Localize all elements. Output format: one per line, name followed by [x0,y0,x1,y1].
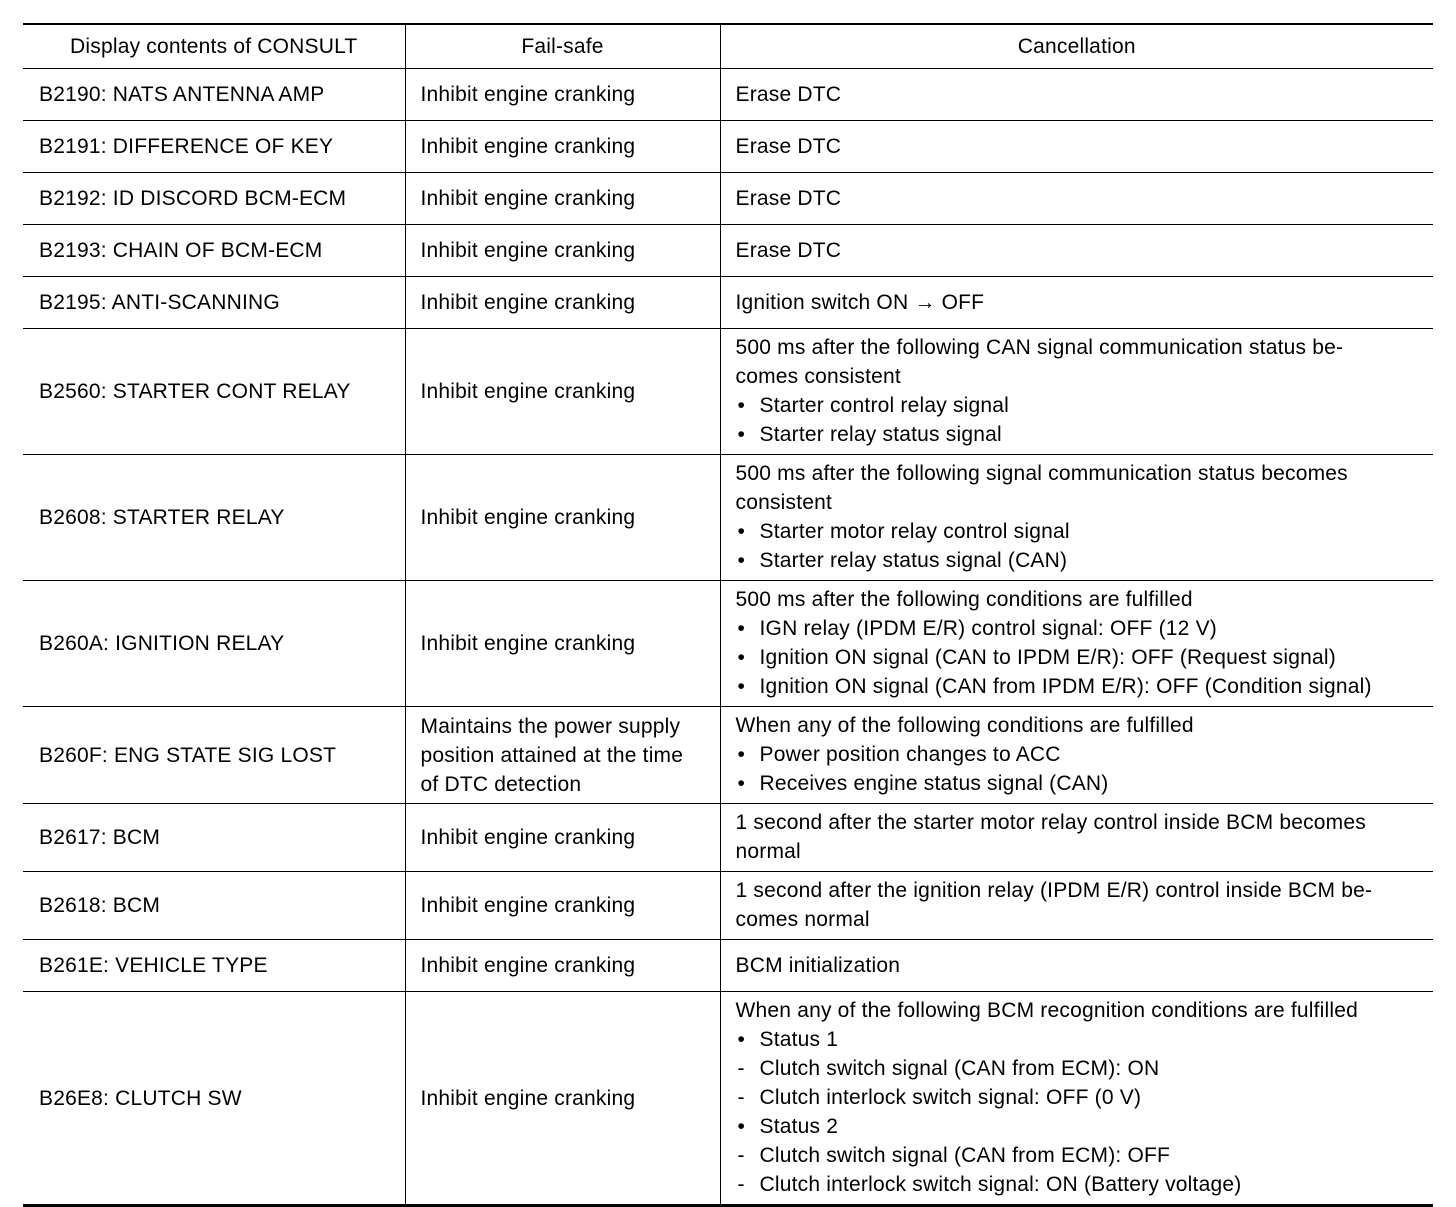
fail-safe-cell [405,940,720,992]
list-marker: • [737,772,746,795]
table-row [23,329,1433,455]
list-item-text: Starter motor relay control signal [759,520,1070,543]
cancellation-list-item [736,546,1430,575]
cancellation-line: Erase DTC [735,186,842,210]
dtc-fail-safe-table [23,23,1433,1207]
table-row [23,581,1433,707]
list-marker: • [737,743,746,766]
cancellation-list-item [736,517,1430,546]
dtc-code-cell: B261E: VEHICLE TYPE [23,940,405,992]
cancellation-cell [720,277,1433,329]
list-item-text: Ignition ON signal (CAN from IPDM E/R): OFF (Condition signal) [759,675,1372,698]
fail-safe-line: Inhibit engine cranking [420,291,636,314]
table-row [23,173,1433,225]
dtc-code-cell: B2195: ANTI-SCANNING [23,277,405,329]
cancellation-line: When any of the following BCM recognition conditions are fulfilled [735,999,1359,1022]
fail-safe-line: Inhibit engine cranking [420,239,636,262]
list-item-text: IGN relay (IPDM E/R) control signal: OFF (12 V) [759,617,1217,640]
fail-safe-line: Inhibit engine cranking [420,506,636,529]
cancellation-list-item [736,614,1430,643]
table-row [23,940,1433,992]
table-row [23,277,1433,329]
list-marker: - [737,1144,745,1167]
table-row [23,455,1433,581]
header-fail-safe: Fail-safe [405,24,720,69]
dtc-code-cell: B2560: STARTER CONT RELAY [23,329,405,455]
dtc-code-cell: B2192: ID DISCORD BCM-ECM [23,173,405,225]
list-item-text: Starter relay status signal [759,423,1002,446]
cancellation-cell [720,225,1433,277]
cancellation-list-item [736,1025,1430,1054]
dtc-code-cell: B2608: STARTER RELAY [23,455,405,581]
cancellation-line: Erase DTC [735,134,842,158]
dtc-code-cell: B2190: NATS ANTENNA AMP [23,69,405,121]
dtc-code-cell: B26E8: CLUTCH SW [23,992,405,1206]
list-marker: • [737,675,746,698]
fail-safe-line: Inhibit engine cranking [420,187,636,210]
list-marker: • [737,646,746,669]
fail-safe-cell [405,992,720,1206]
list-item-text: Clutch switch signal (CAN from ECM): OFF [759,1144,1171,1167]
cancellation-list-item [736,643,1430,672]
cancellation-cell [720,455,1433,581]
cancellation-line: 500 ms after the following signal communication status becomes [735,462,1348,485]
header-display-contents: Display contents of CONSULT [23,24,405,69]
cancellation-line: Ignition switch ON → OFF [735,290,985,314]
fail-safe-line: Inhibit engine cranking [420,135,636,158]
cancellation-cell [720,940,1433,992]
cancellation-cell [720,581,1433,707]
fail-safe-line: Inhibit engine cranking [420,954,636,977]
cancellation-cell [720,992,1433,1206]
header-cancellation: Cancellation [720,24,1433,69]
dtc-code-cell: B2618: BCM [23,872,405,940]
table-body [23,69,1433,1206]
cancellation-list-item [736,672,1430,701]
list-marker: • [737,423,746,446]
cancellation-line: BCM initialization [735,953,901,977]
cancellation-list-item [736,1170,1430,1199]
fail-safe-cell [405,455,720,581]
cancellation-line: 500 ms after the following conditions are fulfilled [735,588,1193,611]
fail-safe-line: position attained at the time [420,743,684,767]
list-item-text: Starter control relay signal [759,394,1010,417]
dtc-code-cell: B2191: DIFFERENCE OF KEY [23,121,405,173]
fail-safe-cell [405,329,720,455]
dtc-code-cell: B260A: IGNITION RELAY [23,581,405,707]
fail-safe-cell [405,707,720,804]
list-marker: • [737,1115,746,1138]
list-marker: • [737,1028,746,1051]
fail-safe-cell [405,69,720,121]
fail-safe-line: Inhibit engine cranking [420,632,636,655]
list-item-text: Power position changes to ACC [759,743,1061,766]
list-marker: - [737,1173,745,1196]
cancellation-line: Erase DTC [735,238,842,262]
list-item-text: Starter relay status signal (CAN) [759,549,1068,572]
fail-safe-cell [405,581,720,707]
list-marker: • [737,394,746,417]
list-marker: • [737,549,746,572]
table-row [23,707,1433,804]
cancellation-line: comes consistent [735,365,901,388]
dtc-code-cell: B260F: ENG STATE SIG LOST [23,707,405,804]
cancellation-list-item [736,740,1430,769]
list-marker: • [737,617,746,640]
dtc-code-cell: B2617: BCM [23,804,405,872]
dtc-code-cell: B2193: CHAIN OF BCM-ECM [23,225,405,277]
cancellation-line: When any of the following conditions are fulfilled [735,714,1194,737]
list-item-text: Status 1 [759,1028,839,1051]
fail-safe-cell [405,277,720,329]
cancellation-line: consistent [735,491,833,514]
cancellation-list-item [736,420,1430,449]
cancellation-line: Erase DTC [735,82,842,106]
header-row [23,24,1433,69]
list-item-text: Ignition ON signal (CAN to IPDM E/R): OFF (Request signal) [759,646,1336,669]
table-row [23,121,1433,173]
cancellation-cell [720,707,1433,804]
table-row [23,992,1433,1206]
table-row [23,69,1433,121]
cancellation-cell [720,329,1433,455]
fail-safe-line: Inhibit engine cranking [420,83,636,106]
table-row [23,872,1433,940]
list-marker: - [737,1086,745,1109]
fail-safe-cell [405,225,720,277]
fail-safe-line: Inhibit engine cranking [420,1086,636,1110]
table-row [23,804,1433,872]
cancellation-cell [720,69,1433,121]
cancellation-cell [720,872,1433,940]
cancellation-list-item [736,1054,1430,1083]
cancellation-line: 1 second after the starter motor relay control inside BCM becomes [735,811,1366,834]
table-header [23,24,1433,69]
cancellation-cell [720,121,1433,173]
cancellation-line: 1 second after the ignition relay (IPDM E/R) control inside BCM be- [735,879,1373,902]
table-row [23,225,1433,277]
cancellation-list-item [736,1112,1430,1141]
list-item-text: Status 2 [759,1115,839,1138]
fail-safe-cell [405,121,720,173]
cancellation-list-item [736,391,1430,420]
list-item-text: Clutch interlock switch signal: OFF (0 V) [759,1086,1142,1109]
list-item-text: Receives engine status signal (CAN) [759,772,1109,795]
list-item-text: Clutch interlock switch signal: ON (Battery voltage) [759,1173,1242,1196]
fail-safe-cell [405,872,720,940]
cancellation-line: comes normal [735,908,870,931]
cancellation-list-item [736,1141,1430,1170]
fail-safe-cell [405,804,720,872]
cancellation-list-item [736,769,1430,798]
cancellation-line: 500 ms after the following CAN signal communication status be- [735,336,1344,359]
list-marker: • [737,520,746,543]
cancellation-line: normal [735,840,801,863]
cancellation-cell [720,804,1433,872]
fail-safe-line: Maintains the power supply [420,714,681,738]
cancellation-cell [720,173,1433,225]
list-item-text: Clutch switch signal (CAN from ECM): ON [759,1057,1160,1080]
list-marker: - [737,1057,745,1080]
fail-safe-line: Inhibit engine cranking [420,380,636,403]
fail-safe-line: Inhibit engine cranking [420,894,636,917]
fail-safe-line: Inhibit engine cranking [420,826,636,849]
fail-safe-line: of DTC detection [420,772,582,796]
fail-safe-cell [405,173,720,225]
cancellation-list-item [736,1083,1430,1112]
